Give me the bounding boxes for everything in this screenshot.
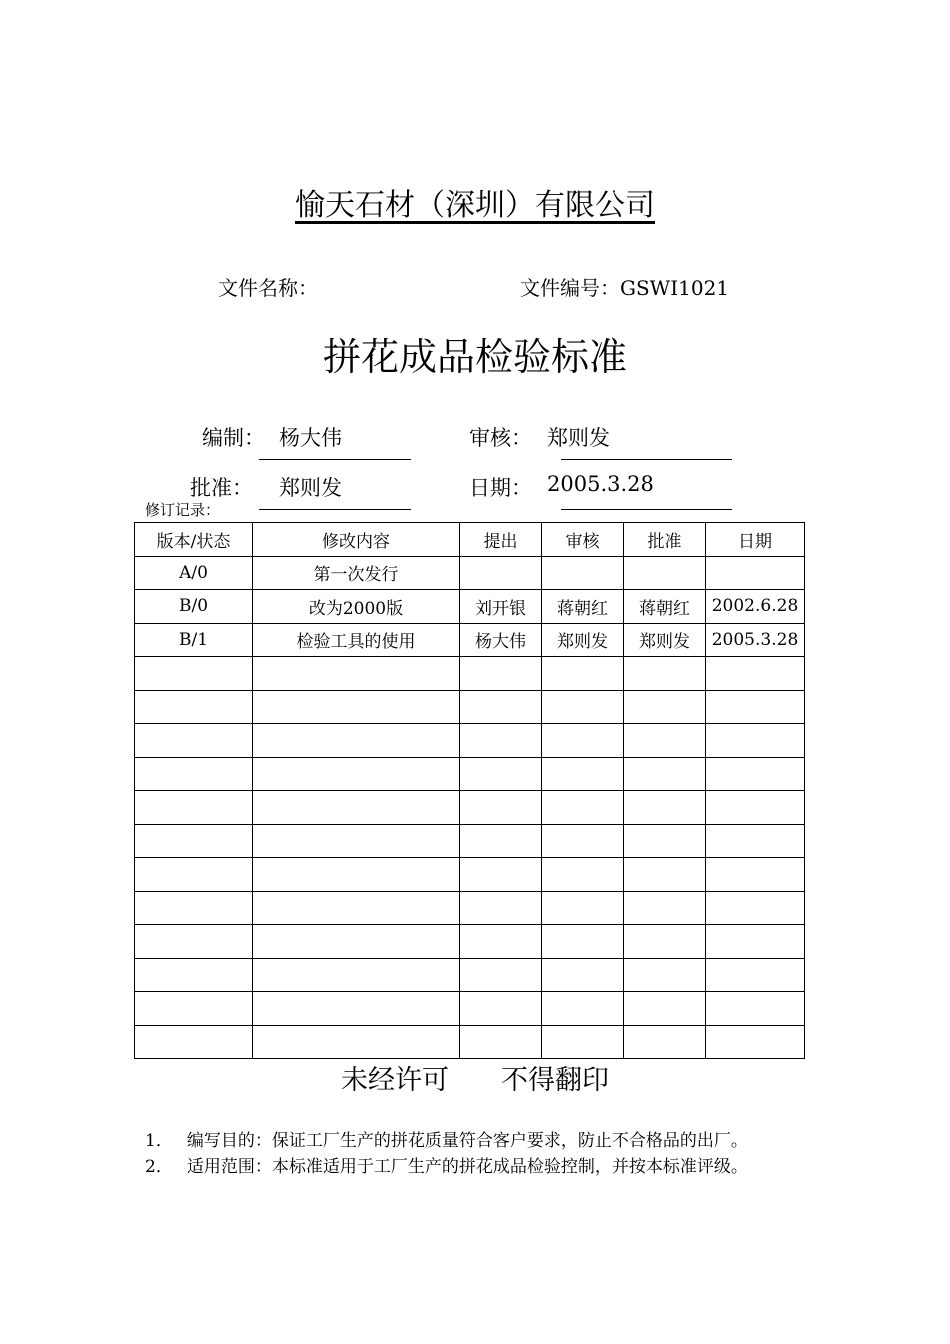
cell-change (253, 891, 460, 925)
revision-record-label: 修订记录： (145, 501, 221, 519)
cell-date (706, 657, 805, 691)
cell-approver (624, 958, 706, 992)
cell-version (135, 1025, 253, 1059)
cell-proposer (460, 1025, 542, 1059)
cell-approver (624, 992, 706, 1026)
cell-proposer (460, 757, 542, 791)
file-name-label: 文件名称： (218, 276, 318, 300)
cell-date (706, 925, 805, 959)
item-number: 1． (145, 1131, 173, 1151)
cell-reviewer (542, 1025, 624, 1059)
cell-approver (624, 891, 706, 925)
reviewed-value: 郑则发 (547, 426, 610, 450)
cell-approver (624, 858, 706, 892)
compiled-value: 杨大伟 (279, 426, 342, 450)
table-row (135, 724, 805, 758)
reviewed-label: 审核： (469, 426, 532, 450)
approved-label: 批准： (190, 476, 253, 500)
cell-version (135, 724, 253, 758)
cell-date: 2002.6.28 (706, 590, 805, 624)
compiled-label: 编制： (202, 426, 265, 450)
cell-change (253, 1025, 460, 1059)
cell-proposer (460, 556, 542, 590)
cell-version (135, 690, 253, 724)
cell-change (253, 724, 460, 758)
table-row (135, 690, 805, 724)
item-number: 2． (145, 1157, 173, 1177)
cell-date (706, 724, 805, 758)
cell-version (135, 824, 253, 858)
cell-reviewer (542, 891, 624, 925)
cell-proposer (460, 724, 542, 758)
cell-reviewer: 蒋朝红 (542, 590, 624, 624)
company-name: 愉天石材（深圳）有限公司 (295, 188, 655, 223)
date-value: 2005.3.28 (547, 472, 654, 496)
cell-change (253, 690, 460, 724)
cell-approver (624, 556, 706, 590)
cell-reviewer (542, 757, 624, 791)
date-label: 日期： (469, 476, 532, 500)
cell-version: A/0 (135, 556, 253, 590)
cell-change: 检验工具的使用 (253, 623, 460, 657)
cell-proposer (460, 992, 542, 1026)
table-header-row (135, 523, 805, 557)
cell-reviewer (542, 925, 624, 959)
header-version: 版本/状态 (135, 523, 253, 557)
table-row (135, 992, 805, 1026)
cell-approver (624, 1025, 706, 1059)
table-row (135, 958, 805, 992)
copy-notice (0, 1058, 950, 1097)
cell-date (706, 556, 805, 590)
table-row (135, 623, 805, 657)
cell-change (253, 858, 460, 892)
cell-change (253, 992, 460, 1026)
header-date: 日期 (706, 523, 805, 557)
cell-date (706, 992, 805, 1026)
cell-reviewer (542, 657, 624, 691)
cell-approver: 蒋朝红 (624, 590, 706, 624)
table-row (135, 556, 805, 590)
table-row (135, 791, 805, 825)
approved-underline (259, 509, 411, 510)
cell-proposer (460, 824, 542, 858)
item-text: 编写目的：保证工厂生产的拼花质量符合客户要求，防止不合格品的出厂。 (186, 1131, 748, 1151)
cell-version (135, 992, 253, 1026)
file-number: 文件编号：GSWI1021 (520, 276, 730, 300)
header-proposer: 提出 (460, 523, 542, 557)
cell-approver (624, 791, 706, 825)
cell-reviewer (542, 556, 624, 590)
cell-approver (624, 757, 706, 791)
cell-change (253, 824, 460, 858)
cell-reviewer (542, 791, 624, 825)
cell-change (253, 925, 460, 959)
cell-change: 改为2000版 (253, 590, 460, 624)
table-row (135, 757, 805, 791)
item-text: 适用范围：本标准适用于工厂生产的拼花成品检验控制，并按本标准评级。 (186, 1157, 748, 1177)
cell-date (706, 958, 805, 992)
cell-date (706, 757, 805, 791)
cell-approver (624, 925, 706, 959)
cell-proposer (460, 858, 542, 892)
cell-date (706, 824, 805, 858)
cell-version (135, 791, 253, 825)
cell-proposer: 杨大伟 (460, 623, 542, 657)
cell-reviewer (542, 858, 624, 892)
cell-change (253, 657, 460, 691)
cell-proposer (460, 657, 542, 691)
cell-change (253, 791, 460, 825)
cell-version (135, 958, 253, 992)
cell-version: B/1 (135, 623, 253, 657)
cell-version (135, 925, 253, 959)
cell-version (135, 891, 253, 925)
notice-part-1: 未经许可 (341, 1065, 449, 1096)
cell-proposer (460, 925, 542, 959)
table-row (135, 858, 805, 892)
cell-approver (624, 824, 706, 858)
table-row (135, 1025, 805, 1059)
cell-version (135, 657, 253, 691)
header-change: 修改内容 (253, 523, 460, 557)
cell-reviewer (542, 824, 624, 858)
cell-reviewer: 郑则发 (542, 623, 624, 657)
cell-proposer: 刘开银 (460, 590, 542, 624)
cell-change: 第一次发行 (253, 556, 460, 590)
cell-change (253, 757, 460, 791)
cell-date (706, 1025, 805, 1059)
date-underline (561, 509, 732, 510)
cell-approver (624, 657, 706, 691)
cell-reviewer (542, 992, 624, 1026)
approved-value: 郑则发 (279, 476, 342, 500)
cell-approver (624, 724, 706, 758)
cell-date (706, 858, 805, 892)
header-reviewer: 审核 (542, 523, 624, 557)
cell-approver (624, 690, 706, 724)
cell-date (706, 791, 805, 825)
cell-proposer (460, 958, 542, 992)
cell-reviewer (542, 724, 624, 758)
cell-proposer (460, 690, 542, 724)
table-row (135, 891, 805, 925)
compiled-underline (259, 459, 411, 460)
table-row (135, 657, 805, 691)
list-item (145, 1152, 748, 1177)
cell-change (253, 958, 460, 992)
cell-date: 2005.3.28 (706, 623, 805, 657)
cell-version: B/0 (135, 590, 253, 624)
list-item (145, 1126, 748, 1151)
reviewed-underline (561, 459, 732, 460)
cell-approver: 郑则发 (624, 623, 706, 657)
cell-date (706, 891, 805, 925)
revision-table (134, 522, 805, 1059)
cell-version (135, 858, 253, 892)
cell-date (706, 690, 805, 724)
cell-reviewer (542, 958, 624, 992)
notice-part-2: 不得翻印 (501, 1065, 609, 1096)
cell-reviewer (542, 690, 624, 724)
table-row (135, 590, 805, 624)
header-approver: 批准 (624, 523, 706, 557)
table-row (135, 925, 805, 959)
cell-version (135, 757, 253, 791)
table-row (135, 824, 805, 858)
document-title: 拼花成品检验标准 (322, 335, 627, 379)
cell-proposer (460, 891, 542, 925)
cell-proposer (460, 791, 542, 825)
